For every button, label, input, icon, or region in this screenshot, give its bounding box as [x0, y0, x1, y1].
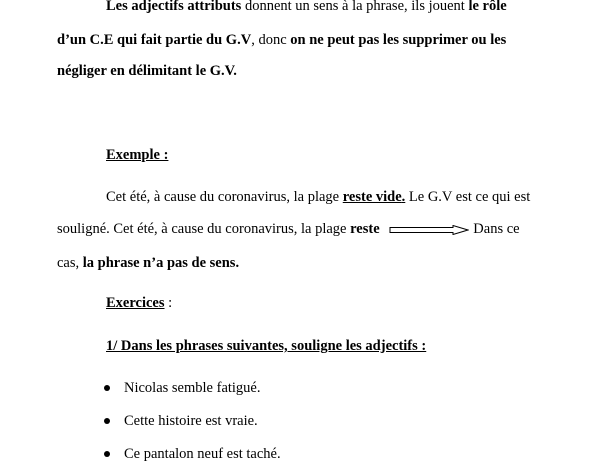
paragraph-line-2	[57, 31, 506, 49]
underlined-period: .	[401, 189, 406, 205]
bullet-icon	[104, 418, 110, 424]
exercise-instruction	[106, 337, 426, 355]
text: Cet été, à cause du coronavirus, la plage	[106, 189, 343, 205]
bullet-icon	[104, 385, 110, 391]
paragraph-line-1	[106, 0, 507, 15]
bold-text: le rôle	[468, 0, 507, 14]
bold-text: on ne peut pas les supprimer ou les	[290, 32, 507, 48]
example-heading	[106, 146, 168, 164]
exercises-heading	[106, 294, 172, 312]
example-line-1	[106, 188, 530, 206]
example-heading-text: Exemple :	[106, 147, 169, 163]
example-line-2	[57, 220, 520, 238]
text: :	[164, 295, 173, 311]
text: Dans ce	[473, 221, 520, 237]
bold-text: Les adjectifs attributs	[106, 0, 242, 14]
paragraph-line-3	[57, 62, 237, 80]
bold-text: négliger en délimitant le G.V.	[57, 63, 237, 79]
instruction-text: 1/ Dans les phrases suivantes, souligne les adjectifs :	[106, 338, 427, 354]
text: Le G.V est ce qui est	[405, 189, 531, 205]
example-line-3	[57, 254, 239, 272]
bold-text: d’un C.E qui fait partie du G.V	[57, 32, 252, 48]
bullet-icon	[104, 451, 110, 457]
exercises-heading-text: Exercices	[106, 295, 165, 311]
bold-text: la phrase n’a pas de sens.	[82, 255, 240, 271]
underlined-gv: reste vide	[342, 189, 402, 205]
right-arrow-icon	[389, 225, 469, 235]
bold-text: reste	[350, 221, 380, 237]
text: cas,	[57, 255, 83, 271]
text: , donc	[251, 32, 291, 48]
text: donnent un sens à la phrase, ils jouent	[241, 0, 469, 14]
list-item: Nicolas semble fatigué.	[124, 380, 261, 396]
list-item: Ce pantalon neuf est taché.	[124, 446, 281, 462]
list-item: Cette histoire est vraie.	[124, 413, 258, 429]
text: souligné. Cet été, à cause du coronavirus, la plage	[57, 221, 351, 237]
